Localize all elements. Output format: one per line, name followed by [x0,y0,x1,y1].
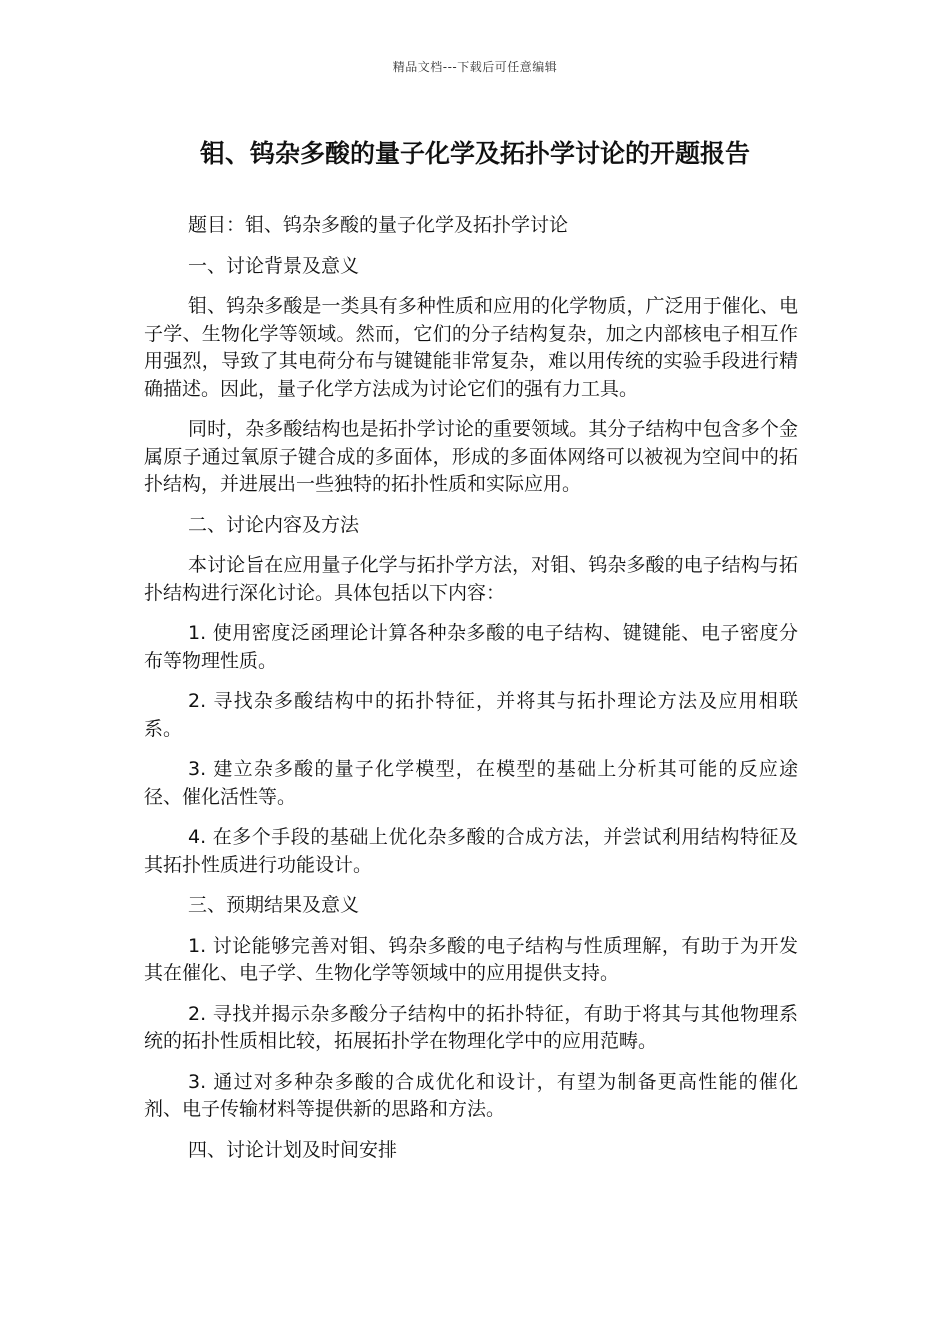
paragraph-background-2: 同时，杂多酸结构也是拓扑学讨论的重要领域。其分子结构中包含多个金属原子通过氧原子键合成的多面体，形成的多面体网络可以被视为空间中的拓扑结构，并进展出一些独特的拓扑性质和实际应用。 [144,418,798,495]
section-heading-background: 一、讨论背景及意义 [188,254,360,277]
list-item-content-3: 3. 建立杂多酸的量子化学模型，在模型的基础上分析其可能的反应途径、催化活性等。 [144,758,798,808]
list-item-result-3: 3. 通过对多种杂多酸的合成优化和设计，有望为制备更高性能的催化剂、电子传输材料等提供新的思路和方法。 [144,1070,798,1120]
paragraph-background-1: 钼、钨杂多酸是一类具有多种性质和应用的化学物质，广泛用于催化、电子学、生物化学等领域。然而，它们的分子结构复杂，加之内部核电子相互作用强烈，导致了其电荷分布与键键能非常复杂，难以用传统的实验手段进行精确描述。因此，量子化学方法成为讨论它们的强有力工具。 [144,295,798,400]
document-title: 钼、钨杂多酸的量子化学及拓扑学讨论的开题报告 [199,139,750,168]
list-item-content-1: 1. 使用密度泛函理论计算各种杂多酸的电子结构、键键能、电子密度分布等物理性质。 [144,622,798,672]
section-heading-expected-results: 三、预期结果及意义 [188,894,360,916]
section-heading-content-method: 二、讨论内容及方法 [188,513,360,536]
list-item-content-4: 4. 在多个手段的基础上优化杂多酸的合成方法，并尝试利用结构特征及其拓扑性质进行功能设计。 [144,826,798,876]
paragraph-topic: 题目：钼、钨杂多酸的量子化学及拓扑学讨论 [188,214,569,236]
list-item-content-2: 2. 寻找杂多酸结构中的拓扑特征，并将其与拓扑理论方法及应用相联系。 [144,690,798,740]
section-heading-plan-schedule: 四、讨论计划及时间安排 [188,1138,398,1161]
paragraph-content-intro: 本讨论旨在应用量子化学与拓扑学方法，对钼、钨杂多酸的电子结构与拓扑结构进行深化讨论。具体包括以下内容： [144,554,798,604]
document-body [144,212,798,1177]
page-header: 精品文档---下载后可任意编辑 [392,60,558,74]
list-item-result-1: 1. 讨论能够完善对钼、钨杂多酸的电子结构与性质理解，有助于为开发其在催化、电子学、生物化学等领域中的应用提供支持。 [144,934,798,984]
list-item-result-2: 2. 寻找并揭示杂多酸分子结构中的拓扑特征，有助于将其与其他物理系统的拓扑性质相比较，拓展拓扑学在物理化学中的应用范畴。 [144,1002,798,1052]
